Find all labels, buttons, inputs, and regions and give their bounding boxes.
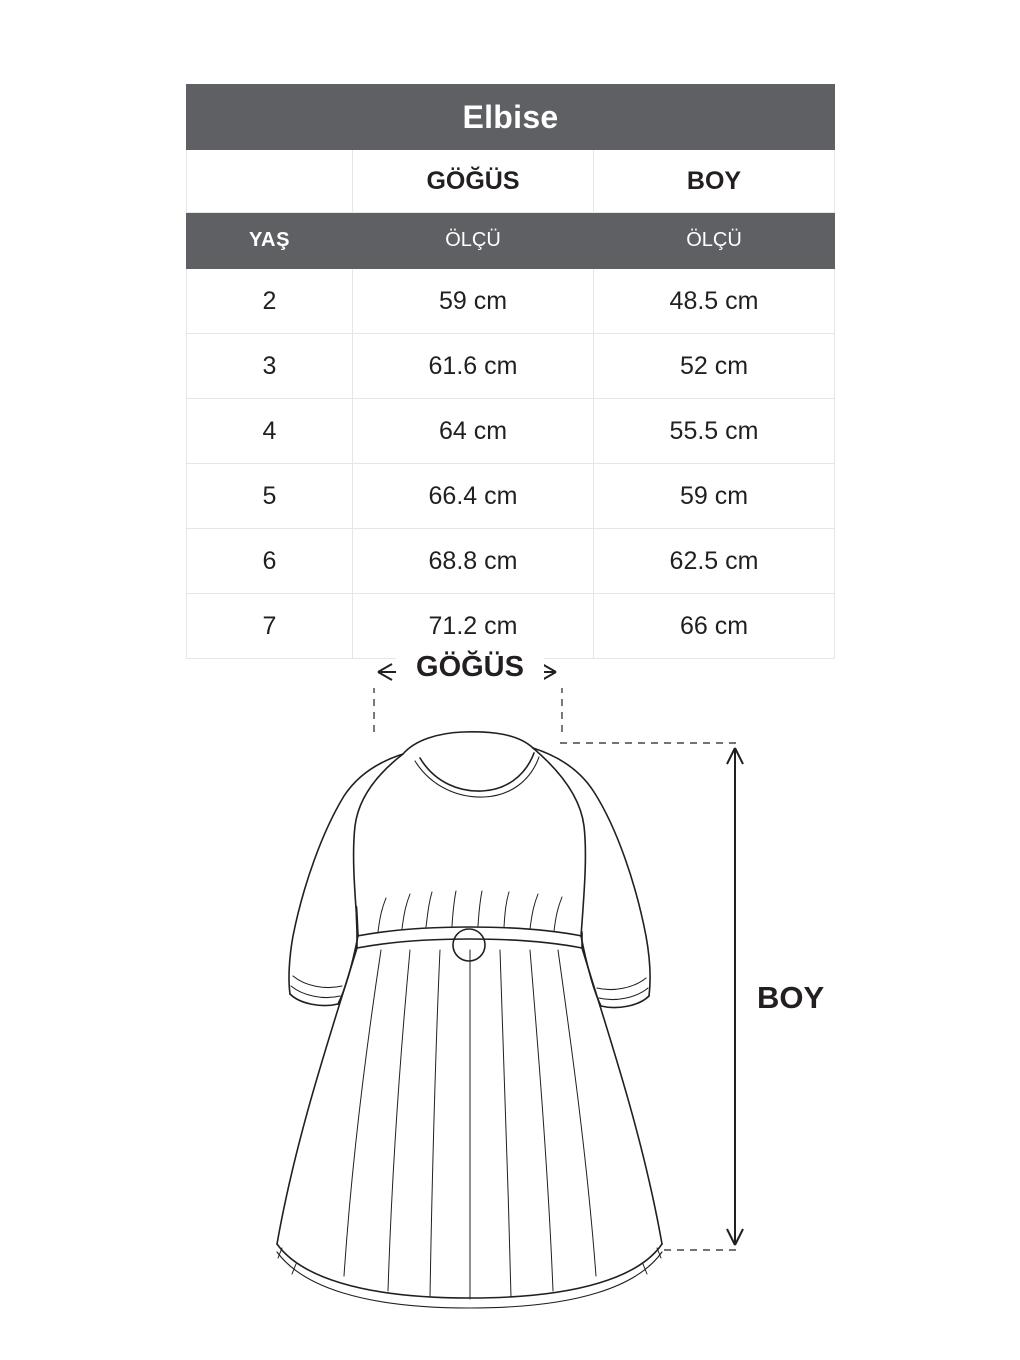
cell-length: 55.5 cm	[594, 399, 835, 464]
cell-age: 4	[187, 399, 353, 464]
table-row	[187, 269, 835, 334]
cell-length: 62.5 cm	[594, 529, 835, 594]
table-title-row	[187, 85, 835, 150]
cell-chest: 71.2 cm	[353, 594, 594, 659]
length-measure-label: BOY	[757, 980, 825, 1015]
cell-age: 5	[187, 464, 353, 529]
cell-chest: 66.4 cm	[353, 464, 594, 529]
cell-length: 48.5 cm	[594, 269, 835, 334]
table-row	[187, 529, 835, 594]
group-header-length: BOY	[594, 150, 835, 213]
cell-chest: 68.8 cm	[353, 529, 594, 594]
cell-length: 59 cm	[594, 464, 835, 529]
size-chart-table-container	[186, 84, 834, 659]
sub-header-chest-measure: ÖLÇÜ	[353, 213, 594, 269]
table-row	[187, 334, 835, 399]
cell-age: 2	[187, 269, 353, 334]
table-sub-header-row	[187, 213, 835, 269]
group-header-chest: GÖĞÜS	[353, 150, 594, 213]
cell-length: 66 cm	[594, 594, 835, 659]
cell-length: 52 cm	[594, 334, 835, 399]
cell-age: 7	[187, 594, 353, 659]
cell-chest: 59 cm	[353, 269, 594, 334]
table-title: Elbise	[187, 85, 835, 150]
size-chart-table	[186, 84, 835, 659]
garment-diagram	[0, 636, 1020, 1356]
cell-age: 6	[187, 529, 353, 594]
sub-header-age: YAŞ	[187, 213, 353, 269]
sub-header-length-measure: ÖLÇÜ	[594, 213, 835, 269]
group-header-blank	[187, 150, 353, 213]
cell-chest: 64 cm	[353, 399, 594, 464]
cell-age: 3	[187, 334, 353, 399]
cell-chest: 61.6 cm	[353, 334, 594, 399]
table-row	[187, 464, 835, 529]
table-row	[187, 399, 835, 464]
chest-measure-label: GÖĞÜS	[416, 651, 524, 683]
table-group-header-row	[187, 150, 835, 213]
